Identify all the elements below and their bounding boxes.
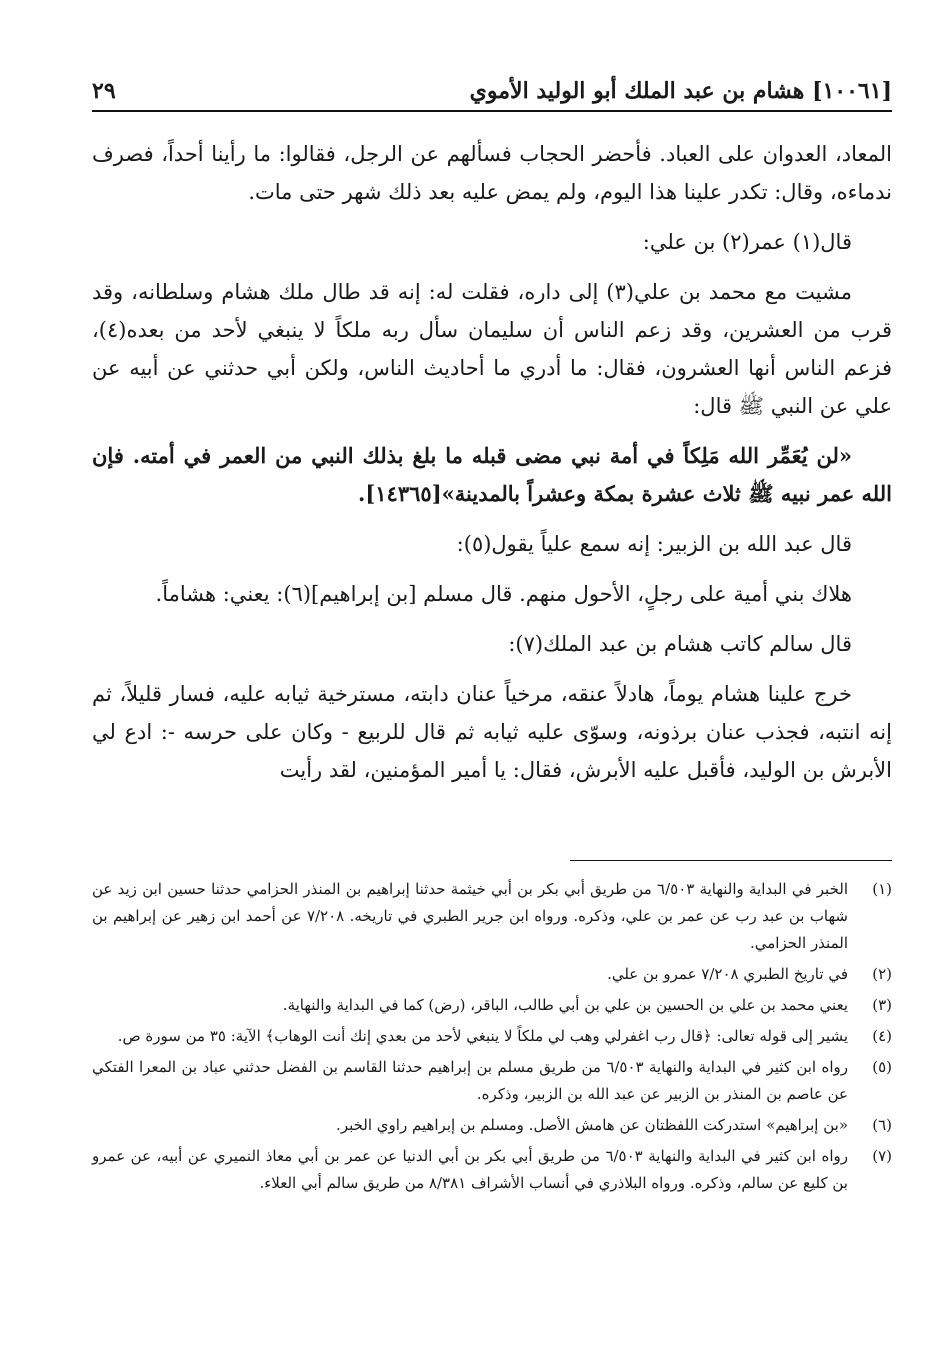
footnotes xyxy=(92,876,892,1201)
page-number: ٢٩ xyxy=(92,78,116,104)
footnote-text: رواه ابن كثير في البداية والنهاية ٦/٥٠٣ من طريق أبي بكر بن أبي الدنيا عن عمر بن أبي معاذ النميري عن أبيه، عن عمرو بن كليع عن سالم، وذكره. ورواه البلاذري في أنساب الأشراف ٨/٣٨١ من طريق سالم أبي العلاء. xyxy=(92,1147,848,1192)
header-title: [١٠٠٦١] هشام بن عبد الملك أبو الوليد الأموي xyxy=(469,78,892,104)
footnote-number: (٥) xyxy=(872,1058,892,1076)
footnote-separator xyxy=(570,860,892,861)
footnote xyxy=(92,961,892,988)
footnote-text: رواه ابن كثير في البداية والنهاية ٦/٥٠٣ من طريق مسلم بن إبراهيم حدثنا القاسم بن الفضل حدثني عباد بن المعرا الفتكي عن عاصم بن المنذر بن الزبير عن عبد الله بن الزبير، وذكره. xyxy=(92,1058,848,1103)
footnote-number: (٦) xyxy=(872,1116,892,1134)
footnote-number: (١) xyxy=(872,880,892,898)
footnote-number: (٤) xyxy=(872,1027,892,1045)
running-header xyxy=(92,70,892,112)
footnote-text: الخبر في البداية والنهاية ٦/٥٠٣ من طريق أبي بكر بن أبي خيثمة حدثنا إبراهيم بن المنذر الحزامي حدثنا حسين ابن زيد عن شهاب بن عبد رب عن عمر بن علي، وذكره. ورواه ابن جرير الطبري في تاريخه. ٧/٢٠٨ عن أحمد ابن زهير عن إبراهيم بن المنذر الحزامي. xyxy=(92,880,848,952)
footnote-number: (٢) xyxy=(872,965,892,983)
paragraph: قال سالم كاتب هشام بن عبد الملك(٧): xyxy=(508,632,852,656)
footnote xyxy=(92,1112,892,1139)
footnote-text: يعني محمد بن علي بن الحسين بن علي بن أبي طالب، الباقر، (رض) كما في البداية والنهاية. xyxy=(282,996,848,1014)
footnote-text: يشير إلى قوله تعالى: ﴿قال رب اغفرلي وهب لي ملكاً لا ينبغي لأحد من بعدي إنك أنت الوهاب﴾ الآية: ٣٥ من سورة ص. xyxy=(117,1027,848,1045)
footnote-number: (٧) xyxy=(872,1147,892,1165)
paragraph: مشيت مع محمد بن علي(٣) إلى داره، فقلت له: إنه قد طال ملك هشام وسلطانه، وقد قرب من العشرين، وقد زعم الناس أن سليمان سأل ربه ملكاً لا ينبغي لأحد من بعده(٤)، فزعم الناس أنها العشرون، فقال: ما أدري ما أحاديث الناس، ولكن أبي حدثني عن أبيه عن علي عن النبي ﷺ قال: xyxy=(92,280,892,418)
paragraph: قال(١) عمر(٢) بن علي: xyxy=(642,230,852,254)
footnote-text: «بن إبراهيم» استدركت اللفظتان عن هامش الأصل. ومسلم بن إبراهيم راوي الخبر. xyxy=(336,1116,848,1134)
footnote xyxy=(92,992,892,1019)
footnote xyxy=(92,876,892,957)
paragraph: المعاد، العدوان على العباد. فأحضر الحجاب فسألهم عن الرجل، فقالوا: ما رأينا أحداً، فصرف ندماءه، وقال: تكدر علينا هذا اليوم، ولم يمض عليه بعد ذلك شهر حتى مات. xyxy=(92,142,892,204)
paragraph: خرج علينا هشام يوماً، هادلاً عنقه، مرخياً عنان دابته، مسترخية ثيابه عليه، فسار قليلاً، ثم إنه انتبه، فجذب عنان برذونه، وسوّى عليه ثيابه ثم قال للربيع - وكان على حرسه -: ادع لي الأبرش بن الوليد، فأقبل عليه الأبرش، فقال: يا أمير المؤمنين، لقد رأيت xyxy=(92,682,892,782)
main-text xyxy=(92,135,892,801)
paragraph: قال عبد الله بن الزبير: إنه سمع علياً يقول(٥): xyxy=(456,532,852,556)
footnote-number: (٣) xyxy=(872,996,892,1014)
footnote xyxy=(92,1054,892,1108)
hadith-quote: «لن يُعَمِّر الله مَلِكاً في أمة نبي مضى قبله ما بلغ بذلك النبي من العمر في أمته. فإن الله عمر نبيه ﷺ ثلاث عشرة بمكة وعشراً بالمدينة»[١٤٣٦٥]. xyxy=(92,443,892,506)
footnote xyxy=(92,1023,892,1050)
paragraph: هلاك بني أمية على رجلٍ، الأحول منهم. قال مسلم [بن إبراهيم](٦): يعني: هشاماً. xyxy=(155,582,852,606)
footnote-text: في تاريخ الطبري ٧/٢٠٨ عمرو بن علي. xyxy=(607,965,848,983)
footnote xyxy=(92,1143,892,1197)
